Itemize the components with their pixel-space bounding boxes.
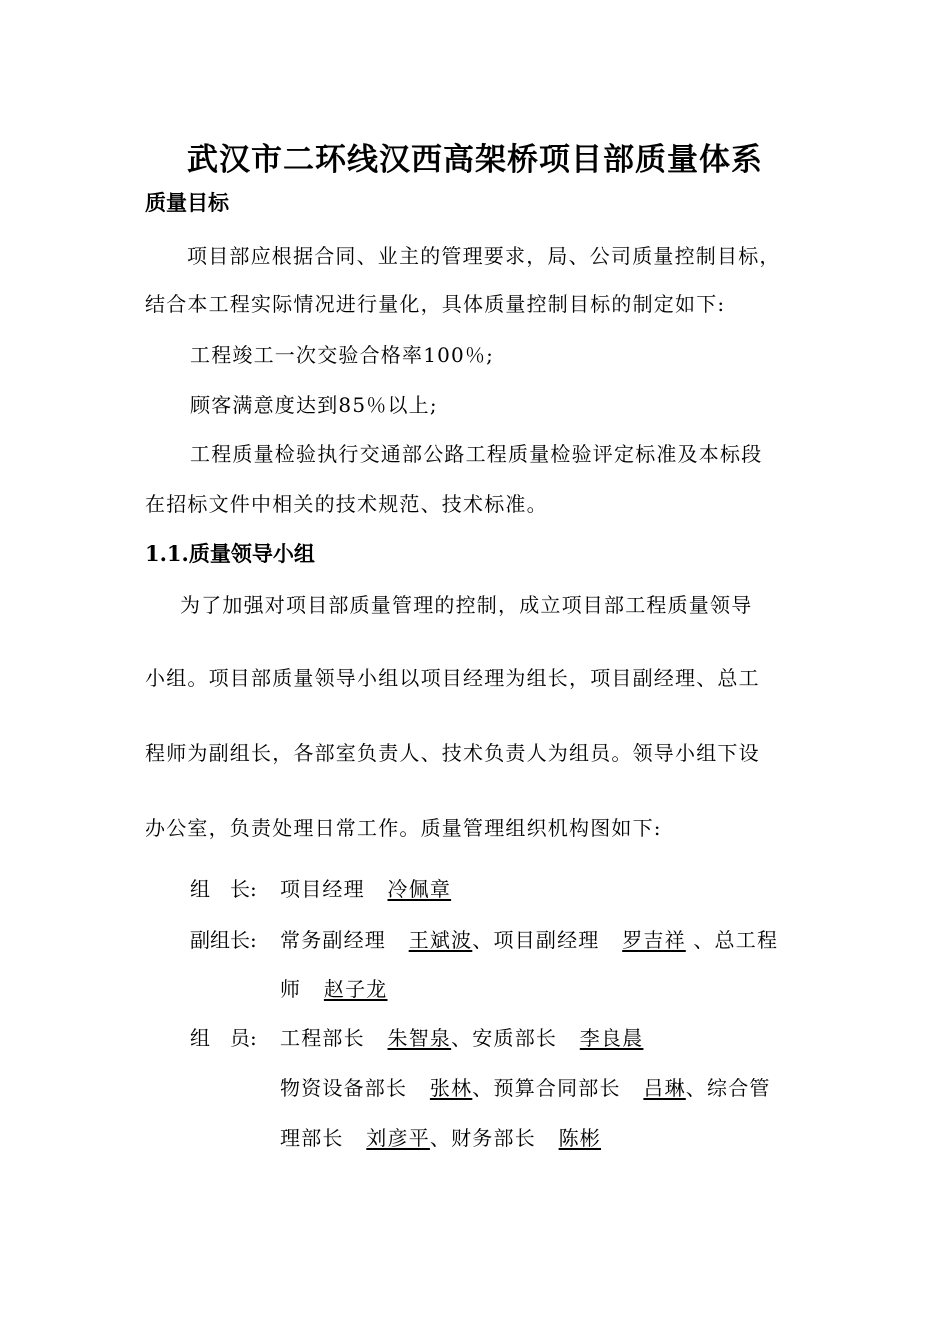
section-heading-quality-goals: 质量目标 [145, 190, 229, 215]
org-row-member-cont [280, 1072, 771, 1101]
org-role: 物资设备部长 [280, 1076, 408, 1100]
org-role: 工程部长 [280, 1026, 365, 1050]
org-person-name: 刘彦平 [366, 1126, 430, 1150]
org-role: 、安质部长 [451, 1026, 558, 1050]
org-row-deputy [280, 924, 778, 953]
document-title: 武汉市二环线汉西高架桥项目部质量体系 [187, 142, 763, 178]
org-row-deputy-cont [280, 973, 388, 1002]
org-row-member [280, 1022, 643, 1051]
org-row-leader [280, 873, 451, 902]
section-heading-leadership-group: 1.1.质量领导小组 [145, 541, 315, 566]
org-person-name: 冷佩章 [387, 877, 452, 901]
org-role: 、综合管 [685, 1076, 771, 1100]
org-role: 、预算合同部长 [472, 1076, 621, 1100]
goal-item: 工程竣工一次交验合格率100％; [190, 343, 495, 367]
org-role: 理部长 [280, 1126, 344, 1150]
org-role: 师 [280, 977, 302, 1001]
org-person-name: 王斌波 [408, 928, 473, 952]
org-person-name: 罗吉祥 [622, 928, 686, 952]
paragraph-line: 在招标文件中相关的技术规范、技术标准。 [145, 492, 548, 516]
paragraph-line: 结合本工程实际情况进行量化，具体质量控制目标的制定如下: [145, 292, 726, 316]
goal-item: 顾客满意度达到85％以上; [190, 393, 438, 417]
paragraph-line: 办公室，负责处理日常工作。质量管理组织机构图如下: [145, 816, 662, 840]
paragraph-line: 程师为副组长，各部室负责人、技术负责人为组员。领导小组下设 [145, 741, 760, 765]
org-person-name: 张林 [429, 1076, 473, 1100]
org-person-name: 赵子龙 [323, 977, 388, 1001]
org-person-name: 陈彬 [558, 1126, 601, 1150]
org-person-name: 吕琳 [643, 1076, 686, 1100]
org-person-name: 李良晨 [579, 1026, 644, 1050]
org-label-leader: 组 长: [190, 877, 257, 901]
paragraph-line: 为了加强对项目部质量管理的控制，成立项目部工程质量领导 [180, 593, 753, 617]
org-label-member: 组 员: [190, 1026, 257, 1050]
org-role: 、财务部长 [429, 1126, 536, 1150]
org-label-deputy: 副组长: [190, 928, 257, 952]
org-row-member-cont [280, 1122, 601, 1151]
org-role: 项目经理 [280, 877, 365, 901]
org-role: 、总工程 [693, 928, 779, 952]
paragraph-line: 小组。项目部质量领导小组以项目经理为组长，项目副经理、总工 [145, 666, 760, 690]
paragraph-line: 项目部应根据合同、业主的管理要求，局、公司质量控制目标， [187, 244, 781, 268]
org-role: 常务副经理 [280, 928, 386, 952]
org-role: 、项目副经理 [472, 928, 600, 952]
paragraph-line: 工程质量检验执行交通部公路工程质量检验评定标准及本标段 [190, 442, 763, 466]
org-person-name: 朱智泉 [387, 1026, 452, 1050]
